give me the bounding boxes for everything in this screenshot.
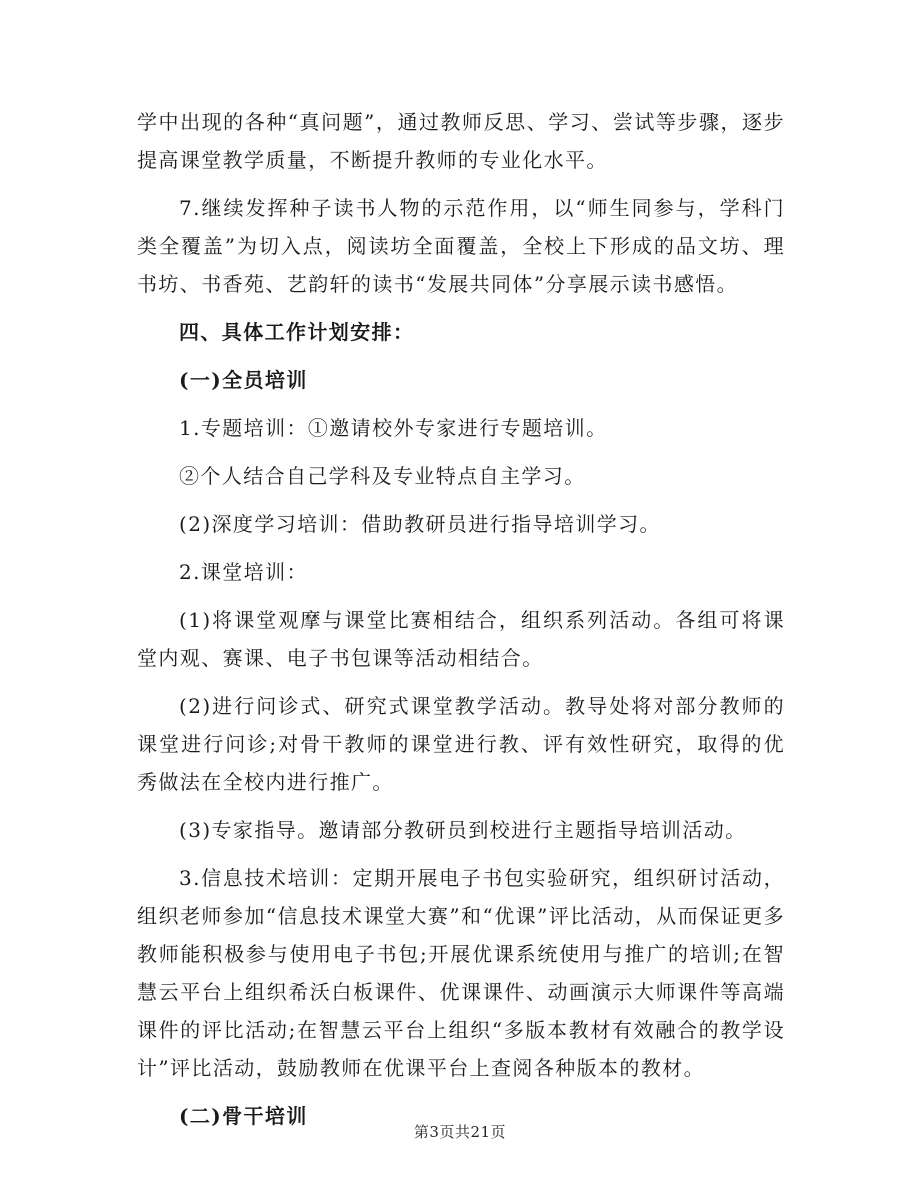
section-heading-plan: 四、具体工作计划安排： bbox=[179, 320, 415, 344]
paragraph-self-study: ②个人结合自己学科及专业特点自主学习。 bbox=[179, 464, 586, 488]
paragraph-observation: (1)将课堂观摩与课堂比赛相结合，组织系列活动。各组可将课堂内观、赛课、电子书包课等活动相结合。 bbox=[137, 608, 785, 670]
paragraph-diagnosis: (2)进行问诊式、研究式课堂教学活动。教导处将对部分教师的课堂进行问诊;对骨干教师的课堂进行教、评有效性研究，取得的优秀做法在全校内进行推广。 bbox=[137, 694, 785, 794]
paragraph-deep-learning: (2)深度学习培训：借助教研员进行指导培训学习。 bbox=[179, 512, 661, 536]
paragraph-classroom-training: 2.课堂培训： bbox=[179, 560, 308, 584]
paragraph-continuation: 学中出现的各种“真问题”，通过教师反思、学习、尝试等步骤，逐步提高课堂教学质量，不断提升教师的专业化水平。 bbox=[137, 110, 785, 172]
subsection-heading-all-staff: (一)全员培训 bbox=[179, 368, 308, 392]
paragraph-it-training: 3.信息技术培训：定期开展电子书包实验研究，组织研讨活动，组织老师参加“信息技术课堂大赛”和“优课”评比活动，从而保证更多教师能积极参与使用电子书包;开展优课系统使用与推广的培训;在智慧云平台上组织希沃白板课件、优课课件、动画演示大师课件等高端课件的评比活动;在智慧云平台上组织“多版本教材有效融合的教学设计”评比活动，鼓励教师在优课平台上查阅各种版本的教材。 bbox=[137, 866, 785, 1080]
paragraph-item-7: 7.继续发挥种子读书人物的示范作用，以“师生同参与，学科门类全覆盖”为切入点，阅读坊全面覆盖，全校上下形成的品文坊、理书坊、书香苑、艺韵轩的读书“发展共同体”分享展示读书感悟。 bbox=[137, 196, 785, 296]
paragraph-expert-guidance: (3)专家指导。邀请部分教研员到校进行主题指导培训活动。 bbox=[179, 818, 747, 842]
subsection-heading-backbone: (二)骨干培训 bbox=[179, 1104, 308, 1128]
paragraph-special-training: 1.专题培训：①邀请校外专家进行专题培训。 bbox=[179, 416, 608, 440]
document-body bbox=[137, 103, 785, 1135]
page-number: 第3页共21页 bbox=[413, 1123, 507, 1141]
